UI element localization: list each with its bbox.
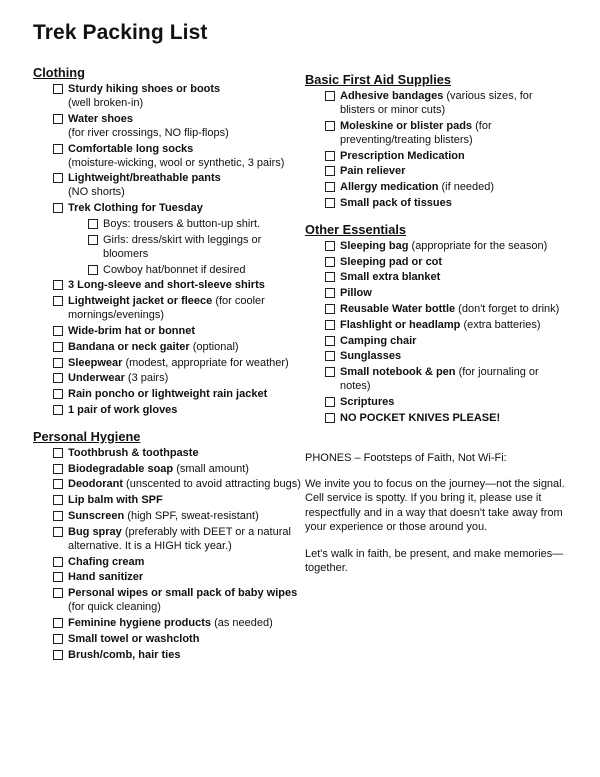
item-text: Sunglasses	[340, 350, 402, 363]
checkbox[interactable]	[53, 114, 63, 124]
checklist-item	[33, 294, 303, 322]
checklist-item	[33, 324, 303, 338]
checkbox[interactable]	[53, 588, 63, 598]
checklist-item	[33, 356, 303, 370]
item-text: Sleepwear	[68, 356, 123, 369]
checklist-item	[305, 349, 567, 363]
checklist-item	[305, 286, 567, 300]
item-note: (optional)	[189, 340, 239, 353]
item-text: Hand sanitizer	[68, 571, 144, 584]
left-column	[33, 65, 303, 663]
item-text: Wide-brim hat or bonnet	[68, 324, 196, 337]
hygiene-list	[33, 446, 303, 662]
item-note: (high SPF, sweat-resistant)	[124, 509, 259, 522]
checkbox[interactable]	[325, 257, 335, 267]
item-text: Bandana or neck gaiter	[68, 340, 190, 353]
right-column	[305, 72, 567, 588]
checkbox[interactable]	[53, 572, 63, 582]
checklist-item	[33, 233, 303, 261]
checklist-item	[305, 318, 567, 332]
section-heading-personal-hygiene: Personal Hygiene	[33, 428, 141, 444]
checkbox[interactable]	[88, 265, 98, 275]
item-text: Camping chair	[340, 334, 417, 347]
checklist-item	[33, 340, 303, 354]
checkbox[interactable]	[325, 367, 335, 377]
checkbox[interactable]	[53, 389, 63, 399]
item-note: (3 pairs)	[124, 372, 169, 385]
item-text: Rain poncho or lightweight rain jacket	[68, 388, 268, 401]
item-text: Pain reliever	[340, 165, 406, 178]
checklist-item	[33, 201, 303, 215]
checklist-item	[305, 196, 567, 210]
item-text: Lightweight/breathable pants	[68, 172, 221, 185]
phones-paragraph-1: We invite you to focus on the journey—not the signal. Cell service is spotty. If you bring it, please use it respectfully and in a way that doesn't take away from your experience or those around you.	[305, 477, 565, 534]
checklist-item	[33, 217, 303, 231]
checklist-item	[33, 387, 303, 401]
checklist-item	[33, 371, 303, 385]
item-text: Flashlight or headlamp	[340, 318, 461, 331]
checkbox[interactable]	[325, 336, 335, 346]
checkbox[interactable]	[53, 280, 63, 290]
checklist-item	[305, 119, 567, 147]
checklist-item	[33, 509, 303, 523]
item-text: Comfortable long socks	[68, 142, 194, 155]
checklist-item	[305, 180, 567, 194]
checkbox[interactable]	[53, 203, 63, 213]
checkbox[interactable]	[53, 618, 63, 628]
checklist-item	[305, 89, 567, 117]
item-note: (unscented to avoid attracting bugs)	[123, 478, 301, 491]
item-text: Deodorant	[68, 478, 123, 491]
checkbox[interactable]	[53, 342, 63, 352]
essentials-list	[305, 239, 567, 425]
item-text: Trek Clothing for Tuesday	[68, 202, 203, 215]
item-text: Moleskine or blister pads	[340, 119, 473, 132]
item-text: Lightweight jacket or fleece	[68, 295, 213, 308]
phones-title-rest: , Not Wi-Fi:	[451, 451, 507, 464]
checklist-item	[305, 302, 567, 316]
checklist-item	[33, 112, 303, 140]
checkbox[interactable]	[325, 272, 335, 282]
item-note: (for preventing/treating blisters)	[340, 119, 492, 146]
item-note: (for cooler mornings/evenings)	[68, 295, 265, 322]
checkbox[interactable]	[88, 219, 98, 229]
checklist-item	[33, 82, 303, 110]
checklist-item	[33, 142, 303, 170]
checkbox[interactable]	[325, 397, 335, 407]
checkbox[interactable]	[325, 288, 335, 298]
checklist-item	[33, 555, 303, 569]
item-note: (well broken-in)	[68, 97, 144, 109]
phones-paragraph-2: Let's walk in faith, be present, and make memories—together.	[305, 547, 564, 575]
item-text: Small extra blanket	[340, 271, 441, 284]
item-note: (as needed)	[211, 616, 273, 629]
checkbox[interactable]	[53, 173, 63, 183]
checklist-item	[305, 334, 567, 348]
checklist-item	[305, 411, 567, 425]
checkbox[interactable]	[53, 84, 63, 94]
checkbox[interactable]	[325, 413, 335, 423]
item-note: (if needed)	[438, 181, 495, 194]
checklist-item	[33, 570, 303, 584]
checklist-item	[33, 446, 303, 460]
item-note: (extra batteries)	[460, 318, 541, 331]
item-note: (small amount)	[173, 462, 249, 475]
checkbox[interactable]	[325, 304, 335, 314]
checkbox[interactable]	[53, 144, 63, 154]
item-text: Small pack of tissues	[340, 196, 452, 209]
item-text: Bug spray	[68, 525, 122, 538]
checklist-item	[33, 263, 303, 277]
phones-heading	[305, 451, 567, 465]
item-note: (for river crossings, NO flip-flops)	[68, 126, 229, 139]
clothing-list	[33, 82, 303, 417]
checkbox[interactable]	[53, 448, 63, 458]
item-text: Chafing cream	[68, 555, 145, 568]
checklist-item	[33, 477, 303, 491]
item-text: 3 Long-sleeve and short-sleeve shirts	[68, 279, 265, 292]
item-text: Feminine hygiene products	[68, 616, 212, 629]
checklist-item	[305, 164, 567, 178]
item-text: Water shoes	[68, 112, 134, 125]
item-text: Underwear	[68, 372, 125, 385]
item-note: (for quick cleaning)	[68, 601, 161, 614]
item-text: 1 pair of work gloves	[68, 403, 178, 416]
item-text: Toothbrush & toothpaste	[68, 446, 199, 459]
sub-item-text: Cowboy hat/bonnet if desired	[103, 263, 246, 276]
checklist-item	[33, 403, 303, 417]
checklist-item	[305, 395, 567, 409]
item-text: Biodegradable soap	[68, 462, 174, 475]
checkbox[interactable]	[325, 182, 335, 192]
checkbox[interactable]	[53, 326, 63, 336]
checklist-item	[33, 616, 303, 630]
item-note: (moisture-wicking, wool or synthetic, 3 pairs)	[68, 156, 285, 169]
item-text: Sleeping bag	[340, 239, 409, 252]
checkbox[interactable]	[325, 166, 335, 176]
checklist-item	[305, 270, 567, 284]
item-note: (preferably with DEET or a natural alternative. It is a HIGH tick year.)	[68, 525, 291, 552]
checklist-item	[33, 462, 303, 476]
section-heading-other-essentials: Other Essentials	[305, 221, 406, 237]
checkbox[interactable]	[53, 634, 63, 644]
item-text: NO POCKET KNIVES PLEASE!	[340, 411, 501, 424]
checklist-item	[33, 493, 303, 507]
checkbox[interactable]	[325, 198, 335, 208]
item-text: Personal wipes or small pack of baby wipes	[68, 587, 298, 600]
item-text: Reusable Water bottle	[340, 302, 456, 315]
item-note: (don't forget to drink)	[455, 302, 560, 315]
checkbox[interactable]	[53, 464, 63, 474]
checkbox[interactable]	[325, 91, 335, 101]
section-heading-clothing: Clothing	[33, 65, 85, 80]
sub-item-text: Girls: dress/skirt with leggings or bloomers	[103, 233, 262, 260]
checkbox[interactable]	[53, 405, 63, 415]
checkbox[interactable]	[53, 479, 63, 489]
item-text: Lip balm with SPF	[68, 494, 163, 507]
checkbox[interactable]	[325, 351, 335, 361]
item-text: Sturdy hiking shoes or boots	[68, 83, 221, 95]
checkbox[interactable]	[53, 296, 63, 306]
checklist-item	[305, 365, 567, 393]
checkbox[interactable]	[53, 650, 63, 660]
checklist-item	[305, 149, 567, 163]
item-note: (NO shorts)	[68, 186, 125, 199]
section-heading-first-aid: Basic First Aid Supplies	[305, 72, 452, 87]
item-text: Small notebook & pen	[340, 366, 456, 379]
checkbox[interactable]	[88, 235, 98, 245]
item-note: (modest, appropriate for weather)	[122, 356, 289, 369]
checkbox[interactable]	[325, 151, 335, 161]
checklist-item	[305, 239, 567, 253]
checkbox[interactable]	[53, 527, 63, 537]
item-text: Pillow	[340, 287, 372, 300]
item-note: (for journaling or notes)	[340, 366, 539, 393]
checkbox[interactable]	[325, 121, 335, 131]
item-note: (various sizes, for blisters or minor cuts)	[340, 90, 533, 116]
checkbox[interactable]	[325, 241, 335, 251]
sub-item-text: Boys: trousers & button-up shirt.	[103, 217, 261, 230]
checklist-item	[33, 171, 303, 199]
checkbox[interactable]	[325, 320, 335, 330]
checkbox[interactable]	[53, 557, 63, 567]
checklist-item	[33, 278, 303, 292]
checklist-item	[33, 525, 303, 553]
phones-title-bold: PHONES – Footsteps of Faith	[305, 451, 452, 464]
item-note: (appropriate for the season)	[408, 239, 548, 252]
checkbox[interactable]	[53, 373, 63, 383]
item-text: Sleeping pad or cot	[340, 255, 443, 268]
page-title: Trek Packing List	[33, 21, 208, 44]
checkbox[interactable]	[53, 495, 63, 505]
first-aid-list	[305, 89, 567, 210]
item-text: Adhesive bandages	[340, 90, 444, 102]
item-text: Allergy medication	[340, 181, 439, 194]
item-text: Sunscreen	[68, 509, 125, 522]
item-text: Brush/comb, hair ties	[68, 648, 181, 661]
checklist-item	[305, 255, 567, 269]
checkbox[interactable]	[53, 511, 63, 521]
checklist-item	[33, 586, 303, 614]
item-text: Small towel or washcloth	[68, 632, 200, 645]
item-text: Scriptures	[340, 395, 395, 408]
item-text: Prescription Medication	[340, 149, 465, 162]
checklist-item	[33, 648, 303, 662]
checklist-item	[33, 632, 303, 646]
checkbox[interactable]	[53, 358, 63, 368]
